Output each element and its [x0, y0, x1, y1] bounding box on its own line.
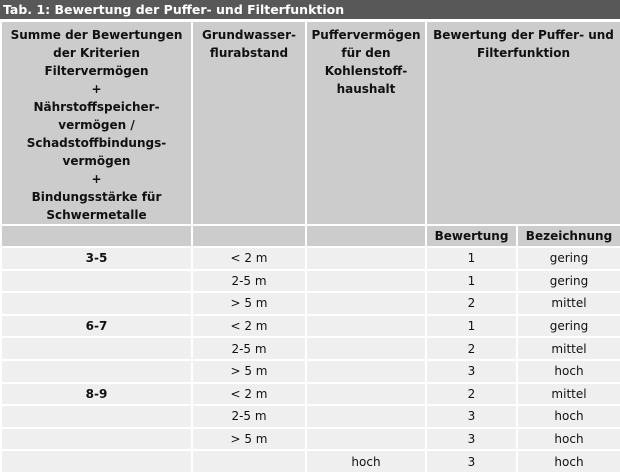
- cell-bewertung: 2: [426, 292, 517, 315]
- cell-bezeichnung: hoch: [517, 405, 620, 428]
- subheader-bewertung: Bewertung: [426, 225, 517, 247]
- header-line: für den: [341, 46, 391, 60]
- cell-bezeichnung: mittel: [517, 383, 620, 406]
- header-bewertung-gruppe: [426, 21, 620, 225]
- header-line: Nährstoffspeicher-: [33, 100, 160, 114]
- header-line: Bindungsstärke für: [31, 190, 162, 204]
- header-grundwasser: [192, 21, 306, 225]
- header-line: der Kriterien: [53, 46, 140, 60]
- evaluation-table: [0, 20, 620, 474]
- cell-bewertung: 1: [426, 247, 517, 270]
- table-row: [1, 337, 620, 360]
- table-row: [1, 360, 620, 383]
- cell-grundwasser: 2-5 m: [192, 270, 306, 293]
- table-row: [1, 450, 620, 473]
- cell-summe: [1, 270, 192, 293]
- cell-puffer: [306, 337, 426, 360]
- cell-bewertung: 3: [426, 428, 517, 451]
- cell-grundwasser: > 5 m: [192, 360, 306, 383]
- cell-bewertung: 1: [426, 315, 517, 338]
- cell-grundwasser: [192, 450, 306, 473]
- table-row: [1, 405, 620, 428]
- subheader-bezeichnung: Bezeichnung: [517, 225, 620, 247]
- cell-summe: 3-5: [1, 247, 192, 270]
- cell-summe: [1, 405, 192, 428]
- cell-puffer: [306, 405, 426, 428]
- cell-bezeichnung: hoch: [517, 428, 620, 451]
- subheader-empty-1: [1, 225, 192, 247]
- cell-summe: 8-9: [1, 383, 192, 406]
- cell-bezeichnung: hoch: [517, 360, 620, 383]
- cell-summe: [1, 428, 192, 451]
- cell-puffer: [306, 360, 426, 383]
- cell-bezeichnung: mittel: [517, 292, 620, 315]
- cell-bezeichnung: hoch: [517, 450, 620, 473]
- cell-bewertung: 1: [426, 270, 517, 293]
- subheader-empty-2: [192, 225, 306, 247]
- cell-bewertung: 3: [426, 450, 517, 473]
- header-line: Grundwasser-: [202, 28, 296, 42]
- cell-grundwasser: 2-5 m: [192, 405, 306, 428]
- cell-puffer: [306, 292, 426, 315]
- subheader-row: [1, 225, 620, 247]
- table-row: [1, 428, 620, 451]
- cell-grundwasser: > 5 m: [192, 292, 306, 315]
- cell-summe: 6-7: [1, 315, 192, 338]
- cell-bezeichnung: mittel: [517, 337, 620, 360]
- table-row: [1, 383, 620, 406]
- header-line: Filterfunktion: [476, 46, 571, 60]
- cell-puffer: [306, 428, 426, 451]
- header-line: Bewertung der Puffer- und: [433, 28, 614, 42]
- cell-bewertung: 3: [426, 405, 517, 428]
- subheader-empty-3: [306, 225, 426, 247]
- cell-bewertung: 2: [426, 337, 517, 360]
- cell-puffer: [306, 315, 426, 338]
- cell-puffer: [306, 247, 426, 270]
- header-line: Filtervermögen: [44, 64, 149, 78]
- cell-grundwasser: < 2 m: [192, 315, 306, 338]
- header-summe: [1, 21, 192, 225]
- header-line: vermögen /: [58, 118, 135, 132]
- cell-bezeichnung: gering: [517, 247, 620, 270]
- cell-bezeichnung: gering: [517, 315, 620, 338]
- table-row: [1, 315, 620, 338]
- header-row: [1, 21, 620, 225]
- header-line: +: [91, 172, 102, 186]
- table-row: [1, 247, 620, 270]
- cell-bewertung: 3: [426, 360, 517, 383]
- header-line: Summe der Bewertungen: [10, 28, 183, 42]
- cell-summe: [1, 337, 192, 360]
- header-line: flurabstand: [209, 46, 289, 60]
- header-line: Puffervermögen: [311, 28, 421, 42]
- header-puffer: [306, 21, 426, 225]
- cell-grundwasser: < 2 m: [192, 247, 306, 270]
- header-line: Kohlenstoff-: [324, 64, 408, 78]
- cell-summe: [1, 292, 192, 315]
- cell-puffer: [306, 270, 426, 293]
- header-line: vermögen: [62, 154, 131, 168]
- cell-puffer: [306, 383, 426, 406]
- table-title: Tab. 1: Bewertung der Puffer- und Filterfunktion: [0, 0, 620, 20]
- cell-bewertung: 2: [426, 383, 517, 406]
- cell-summe: [1, 360, 192, 383]
- header-line: Schadstoffbindungs-: [26, 136, 167, 150]
- cell-puffer: hoch: [306, 450, 426, 473]
- cell-summe: [1, 450, 192, 473]
- cell-grundwasser: 2-5 m: [192, 337, 306, 360]
- table-row: [1, 270, 620, 293]
- table-row: [1, 292, 620, 315]
- header-line: +: [91, 82, 102, 96]
- header-line: Schwermetalle: [46, 208, 147, 222]
- header-line: haushalt: [336, 82, 396, 96]
- cell-grundwasser: < 2 m: [192, 383, 306, 406]
- cell-grundwasser: > 5 m: [192, 428, 306, 451]
- cell-bezeichnung: gering: [517, 270, 620, 293]
